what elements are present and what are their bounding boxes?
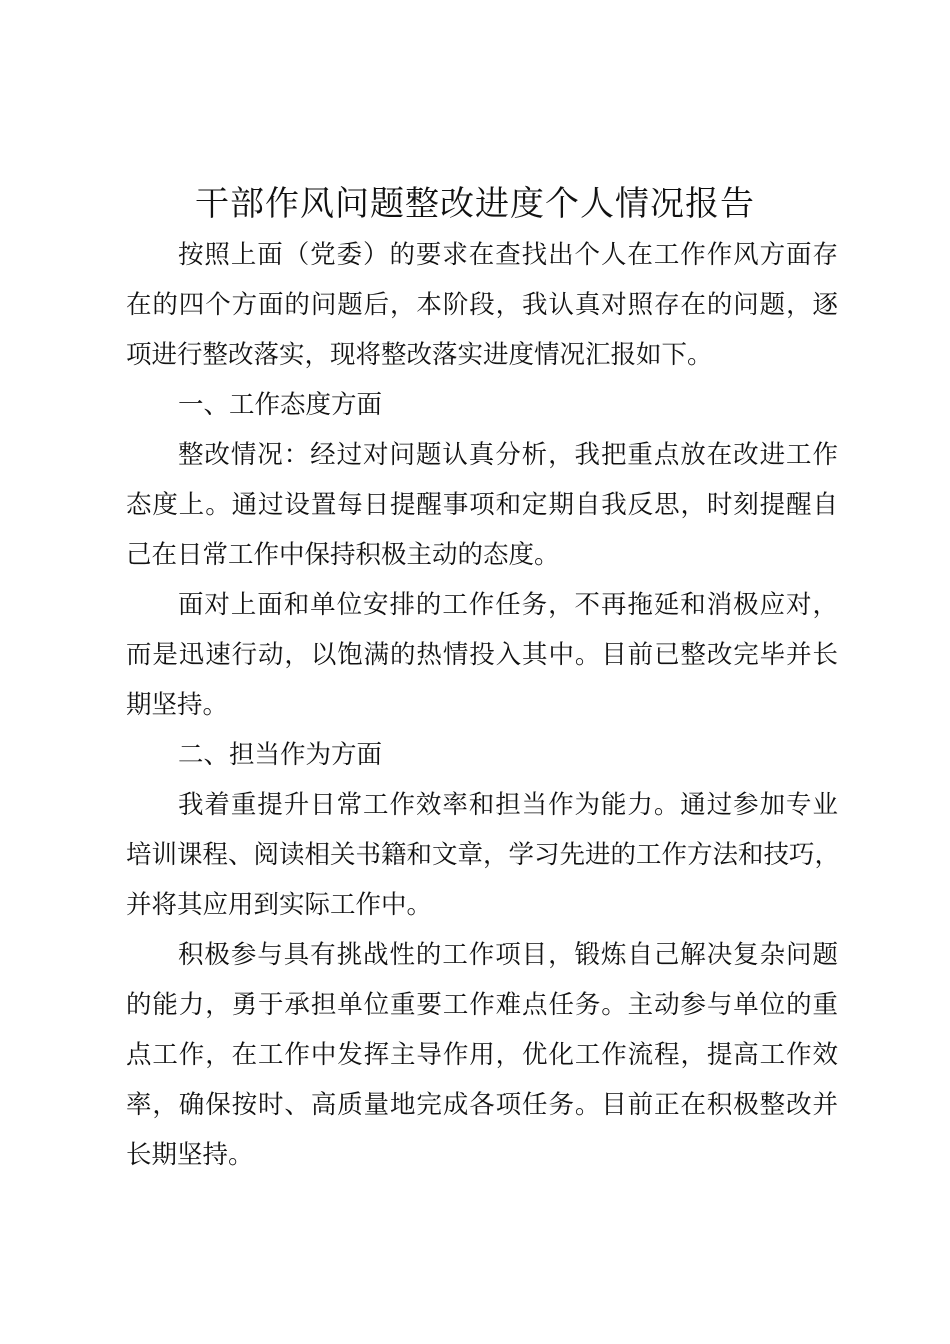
- paragraph-line: 点工作，在工作中发挥主导作用，优化工作流程，提高工作效: [126, 1040, 838, 1070]
- paragraph-line: 己在日常工作中保持积极主动的态度。: [126, 540, 560, 570]
- paragraph-line: 在的四个方面的问题后，本阶段，我认真对照存在的问题，逐: [126, 290, 838, 320]
- paragraph-line: 我着重提升日常工作效率和担当作为能力。通过参加专业: [178, 790, 838, 820]
- section-heading: 二、担当作为方面: [178, 740, 383, 770]
- paragraph-line: 按照上面（党委）的要求在查找出个人在工作作风方面存: [178, 240, 838, 270]
- paragraph-line: 而是迅速行动，以饱满的热情投入其中。目前已整改完毕并长: [126, 640, 838, 670]
- paragraph-line: 培训课程、阅读相关书籍和文章，学习先进的工作方法和技巧，: [126, 840, 841, 870]
- section-heading: 一、工作态度方面: [178, 390, 383, 420]
- document-body: [126, 230, 841, 1180]
- paragraph-line: 积极参与具有挑战性的工作项目，锻炼自己解决复杂问题: [178, 940, 838, 970]
- paragraph-line: 长期坚持。: [126, 1140, 254, 1170]
- paragraph-line: 面对上面和单位安排的工作任务，不再拖延和消极应对，: [178, 590, 838, 620]
- paragraph-line: 期坚持。: [126, 690, 229, 720]
- paragraph-line: 态度上。通过设置每日提醒事项和定期自我反思，时刻提醒自: [126, 490, 838, 520]
- paragraph-line: 率，确保按时、高质量地完成各项任务。目前正在积极整改并: [126, 1090, 838, 1120]
- paragraph-line: 的能力，勇于承担单位重要工作难点任务。主动参与单位的重: [126, 990, 838, 1020]
- paragraph-line: 整改情况：经过对问题认真分析，我把重点放在改进工作: [178, 440, 838, 470]
- paragraph-line: 并将其应用到实际工作中。: [126, 890, 433, 920]
- document-title: 干部作风问题整改进度个人情况报告: [195, 184, 755, 224]
- paragraph-line: 项进行整改落实，现将整改落实进度情况汇报如下。: [126, 340, 713, 370]
